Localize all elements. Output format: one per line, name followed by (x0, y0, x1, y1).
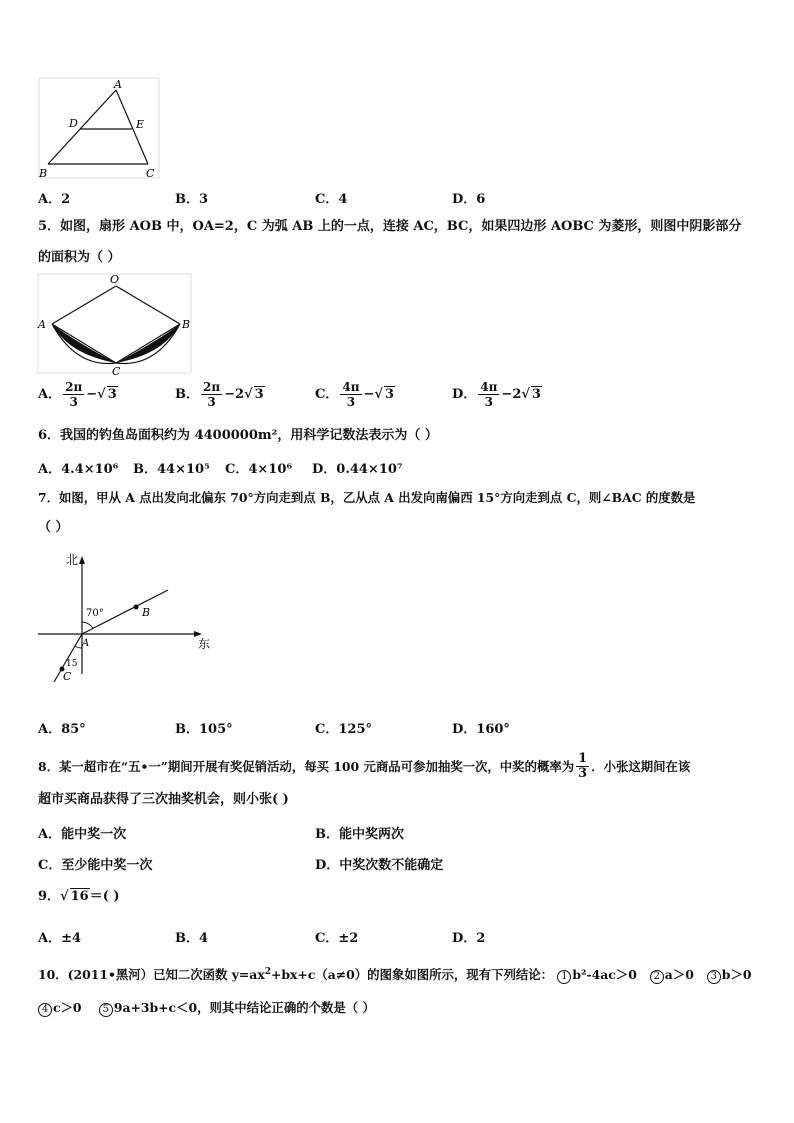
conclusion-5: 5 9a+3b+c＜0，则其中结论正确的个数是（ ） (99, 1000, 375, 1015)
q8-option-b[interactable]: B．能中奖两次 (315, 827, 404, 842)
q8-option-c[interactable]: C．至少能中奖一次 (38, 858, 153, 873)
chord-ac (52, 324, 116, 363)
q7-stem-line1: 7．如图，甲从 A 点出发向北偏东 70°方向走到点 B，乙从点 A 出发向南偏西 15°方向走到点 C，则∠BAC 的度数是 (38, 490, 696, 505)
angle-arc-15 (75, 646, 82, 648)
q4-option-d[interactable]: D．6 (452, 192, 486, 207)
q6-option-a[interactable]: A．4.4×10⁶ (38, 462, 119, 477)
q5-stem-line2: 的面积为（ ） (38, 250, 121, 265)
label-e: E (136, 118, 145, 131)
q9-option-a[interactable]: A．±4 (38, 931, 82, 946)
label-b: B (182, 318, 191, 331)
chord-bc (116, 324, 180, 363)
label-d: D (69, 117, 78, 130)
q6-option-c[interactable]: C．4×10⁶ (225, 462, 293, 477)
radius-ob (116, 286, 180, 324)
label-a: A (82, 638, 90, 649)
label-a: A (114, 78, 122, 91)
q4-option-a[interactable]: A．2 (38, 192, 71, 207)
angle-70-label: 70° (86, 608, 104, 619)
q9-option-c[interactable]: C．±2 (315, 931, 359, 946)
conclusion-2: 2 a＞0 (650, 967, 694, 982)
label-a: A (38, 318, 46, 331)
label-c: C (63, 670, 72, 683)
conclusion-4: 4 c＞0 (38, 1000, 82, 1015)
angle-15-label: 15 (66, 659, 78, 669)
east-label: 东 (198, 637, 211, 651)
q6-option-b[interactable]: B．44×10⁵ (133, 462, 210, 477)
q5-stem-line1: 5．如图，扇形 AOB 中，OA=2，C 为弧 AB 上的一点，连接 AC，BC，如果四边形 AOBC 为菱形，则图中阴影部分 (38, 219, 742, 234)
q10-stem-line2 (38, 1000, 375, 1017)
north-arrow-icon (79, 556, 85, 564)
conclusion-3: 3 b＞0 (707, 967, 752, 982)
q9-stem: 9．√ 16＝( ) (38, 889, 120, 904)
q4-option-b[interactable]: B．3 (175, 192, 209, 207)
q5-option-c[interactable]: C． $\frac{4\pi}{3}$ −√ 3 (315, 380, 394, 409)
q8-stem-line1: 8．某一超市在“五•一”期间开展有奖促销活动，每买 100 元商品可参加抽奖一次，中奖的概率为 $\frac{1}{3}$ ．小张这期间在该 (38, 751, 691, 781)
q4-option-c[interactable]: C．4 (315, 192, 348, 207)
direction-figure (36, 548, 216, 688)
q7-stem-line2: （ ） (38, 520, 69, 535)
radius-oa (52, 286, 116, 324)
label-b: B (39, 167, 48, 180)
conclusion-1: 1 b²-4ac＞0 (557, 967, 636, 982)
label-o: O (110, 273, 120, 286)
q7-option-b[interactable]: B．105° (175, 722, 233, 737)
label-c: C (146, 167, 155, 180)
q5-option-d[interactable]: D． $\frac{4\pi}{3}$ −2√ 3 (452, 380, 541, 409)
side-ab (48, 90, 116, 164)
q6-option-d[interactable]: D．0.44×10⁷ (312, 462, 403, 477)
q5-option-a[interactable]: A． $\frac{2\pi}{3}$ −√ 3 (38, 380, 117, 409)
angle-arc-70 (82, 622, 93, 628)
q8-option-d[interactable]: D．中奖次数不能确定 (315, 858, 444, 873)
q7-option-d[interactable]: D．160° (452, 722, 510, 737)
q8-stem-line2: 超市买商品获得了三次抽奖机会，则小张( ) (38, 792, 289, 807)
triangle-figure (36, 76, 162, 182)
north-label: 北 (66, 553, 79, 567)
q10-stem-line1: 10．(2011•黑河）已知二次函数 $y=ax^2+bx+c(a\ne 0)$的图象如图所示，现有下列结论： 1 b²-4ac＞0 2 a＞0 3 b＞0 (38, 967, 752, 983)
label-c: C (112, 365, 121, 376)
q7-option-c[interactable]: C．125° (315, 722, 372, 737)
q9-option-d[interactable]: D．2 (452, 931, 486, 946)
label-b: B (142, 606, 151, 619)
q5-option-b[interactable]: B． $\frac{2\pi}{3}$ −2√ 3 (175, 380, 264, 409)
point-b (134, 605, 139, 610)
sector-figure (36, 272, 194, 376)
q7-option-a[interactable]: A．85° (38, 722, 86, 737)
q6-stem: 6．我国的钓鱼岛面积约为 4400000m²，用科学记数法表示为（ ） (38, 428, 438, 443)
q8-option-a[interactable]: A．能中奖一次 (38, 827, 127, 842)
q9-option-b[interactable]: B．4 (175, 931, 209, 946)
